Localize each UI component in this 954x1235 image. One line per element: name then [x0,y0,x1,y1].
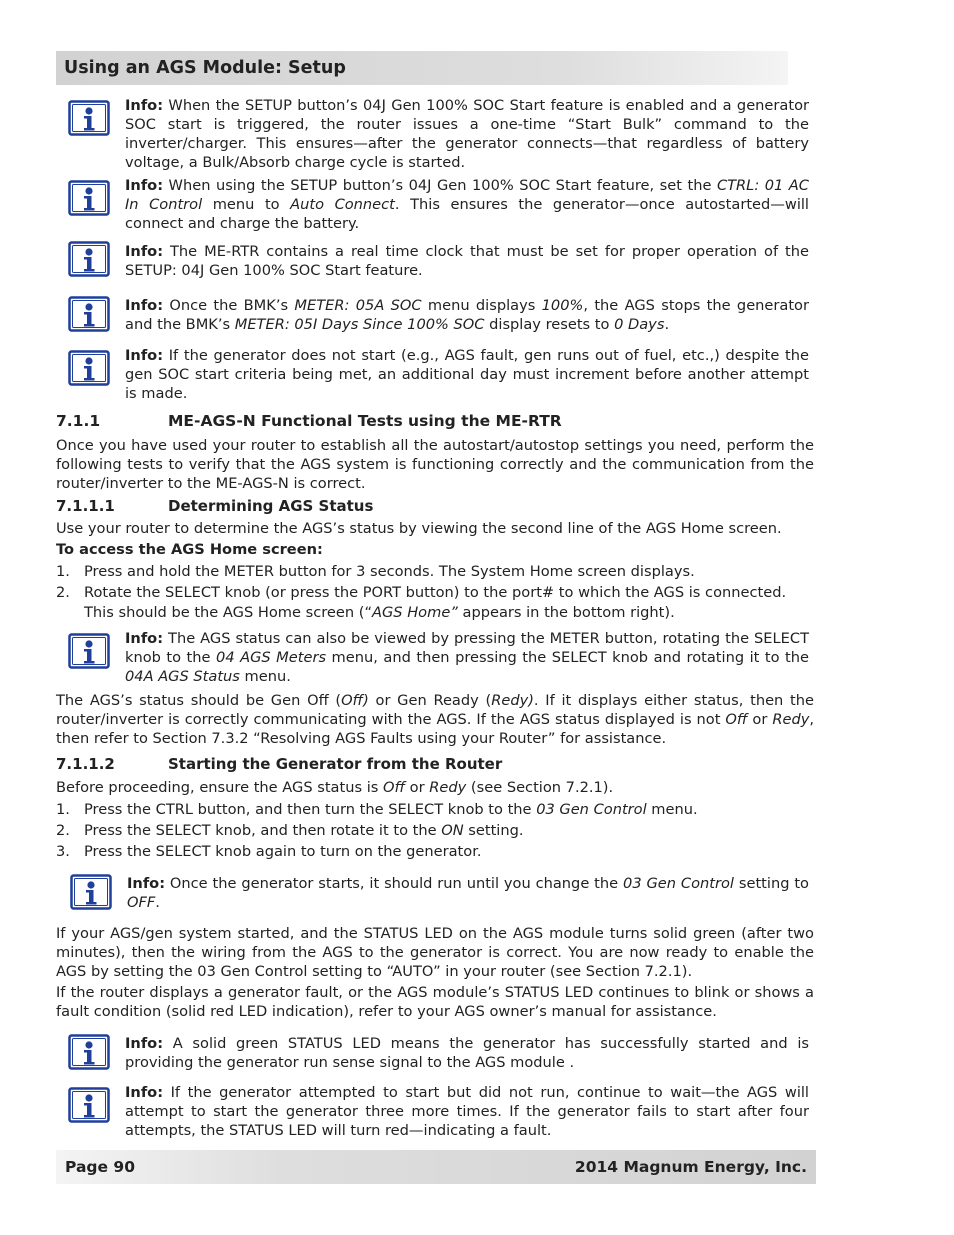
info-icon [68,1034,110,1070]
info-note-text: Info: If the generator attempted to start but did not run, continue to wait—the AGS will attempt to start the generator three more times. If the generator fails to start after four attempts, the STATUS LED will turn red—indicating a fault. [125,1084,809,1139]
info-icon [68,180,110,216]
page-footer [56,1150,816,1184]
paragraph: Once you have used your router to establish all the autostart/autostop settings you need, perform the following tests to verify that the AGS system is functioning correctly and the communication from the router/inverter to the ME-AGS-N is correct. [56,437,814,492]
section-header-bar [56,51,788,85]
section-heading-7-1-1: 7.1.1 ME-AGS-N Functional Tests using the ME-RTR [56,412,562,430]
info-icon [68,633,110,669]
paragraph: If your AGS/gen system started, and the STATUS LED on the AGS module turns solid green (after two minutes), then the wiring from the AGS to the generator is correct. You are now ready to enable the AGS by setting the 03 Gen Control setting to “AUTO” in your router (see Section 7.2.1). [56,925,814,980]
page-number: Page 90 [65,1158,135,1176]
copyright: 2014 Magnum Energy, Inc. [574,1158,807,1176]
info-note-text: Info: Once the BMK’s METER: 05A SOC menu displays 100%, the AGS stops the generator and the BMK’s METER: 05I Days Since 100% SOC display resets to 0 Days. [125,297,809,333]
info-note-text: Info: When using the SETUP button’s 04J Gen 100% SOC Start feature, set the CTRL: 01 AC In Control menu to Auto Connect. This ensures the generator—once autostarted—will connect and charge the battery. [125,177,809,232]
info-icon [68,1087,110,1123]
info-note-text: Info: A solid green STATUS LED means the generator has successfully started and is providing the generator run sense signal to the AGS module . [125,1035,809,1071]
info-icon [68,241,110,277]
page-title: Using an AGS Module: Setup [64,58,346,78]
info-note-text: Info: When the SETUP button’s 04J Gen 100% SOC Start feature is enabled and a generator SOC start is triggered, the router issues a one-time “Start Bulk” command to the inverter/charger. This ensures—after the generator connects—that regardless of battery voltage, a Bulk/Absorb charge cycle is started. [125,97,809,171]
section-heading-7-1-1-1: 7.1.1.1 Determining AGS Status [56,497,374,515]
info-icon [68,350,110,386]
info-icon [68,100,110,136]
section-heading-7-1-1-2: 7.1.1.2 Starting the Generator from the Router [56,755,503,773]
info-icon [70,874,112,910]
paragraph: If the router displays a generator fault, or the AGS module’s STATUS LED continues to blink or shows a fault condition (solid red LED indication), refer to your AGS owner’s manual for assistance. [56,984,814,1020]
paragraph: Use your router to determine the AGS’s status by viewing the second line of the AGS Home screen. [56,520,782,537]
info-icon [68,296,110,332]
procedure-heading: To access the AGS Home screen: [56,541,323,558]
info-note-text: Info: The ME-RTR contains a real time clock that must be set for proper operation of the SETUP: 04J Gen 100% SOC Start feature. [125,243,809,279]
info-note-text: Info: The AGS status can also be viewed by pressing the METER button, rotating the SELECT knob to the 04 AGS Meters menu, and then pressing the SELECT knob and rotating it to the 04A AGS Status menu. [125,630,809,685]
info-note-text: Info: If the generator does not start (e.g., AGS fault, gen runs out of fuel, etc.,) despite the gen SOC start criteria being met, an additional day must increment before another attempt is made. [125,347,809,402]
paragraph: Before proceeding, ensure the AGS status is Off or Redy (see Section 7.2.1). [56,779,614,796]
paragraph: The AGS’s status should be Gen Off (Off) or Gen Ready (Redy). If it displays either status, then the router/inverter is correctly communicating with the AGS. If the AGS status displayed is not Off or Redy, then refer to Section 7.3.2 “Resolving AGS Faults using your Router” for assistance. [56,692,814,747]
info-note-text: Info: Once the generator starts, it should run until you change the 03 Gen Control setting to OFF. [127,875,809,911]
